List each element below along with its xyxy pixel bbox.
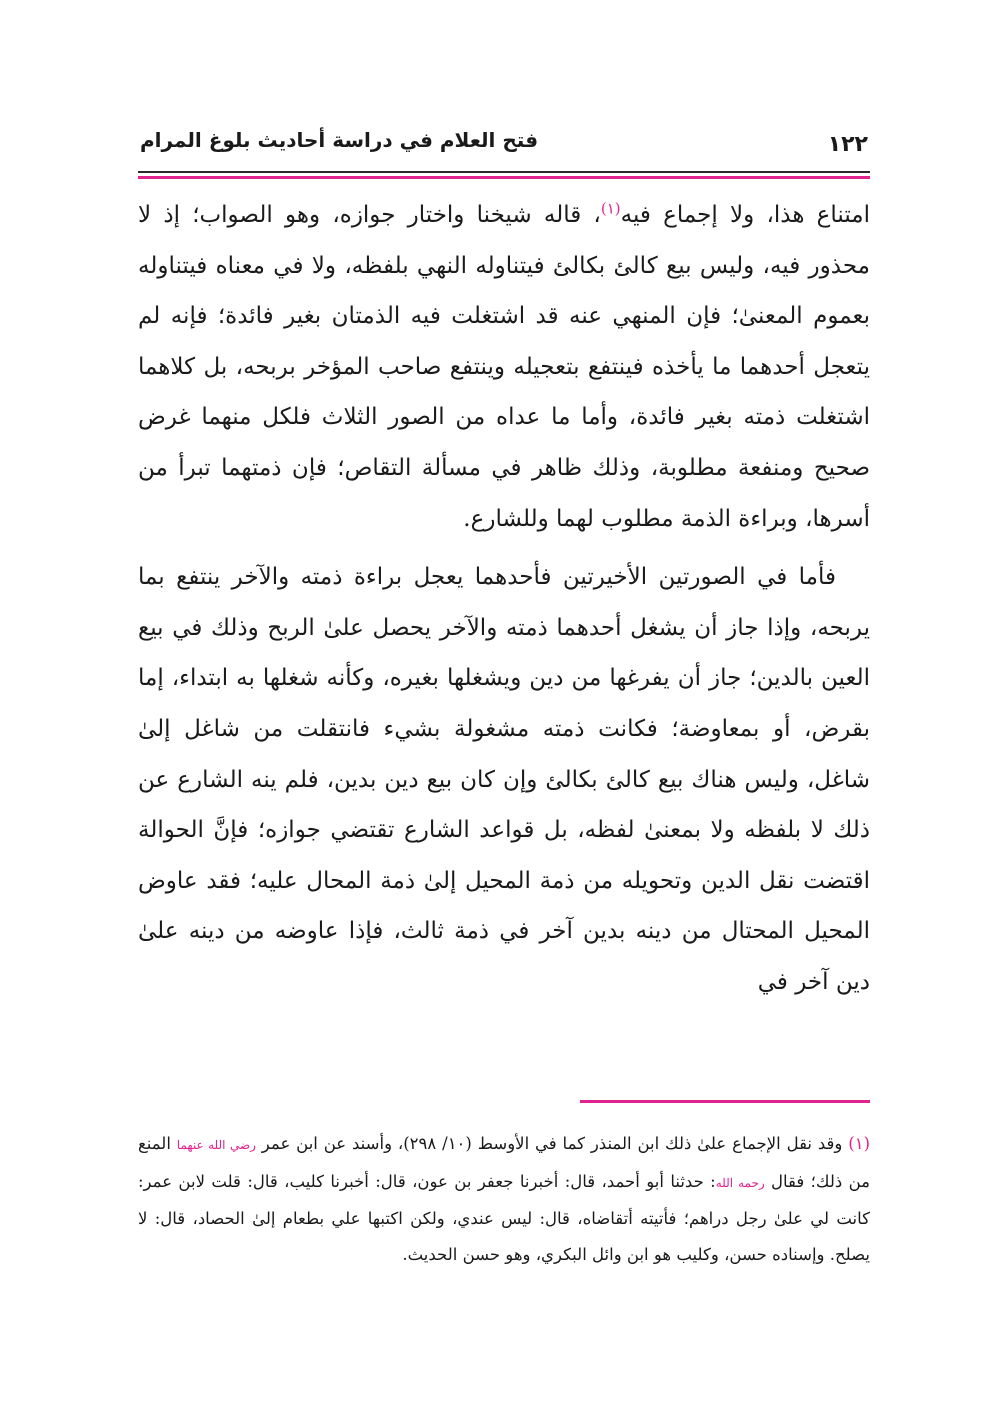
page-header — [138, 126, 870, 166]
footnote-reference[interactable]: (١) — [600, 199, 621, 218]
paragraph-2: فأما في الصورتين الأخيرتين فأحدهما يعجل براءة ذمته والآخر ينتفع بما يربحه، وإذا جاز أن يشغل أحدهما ذمته والآخر يحصل علىٰ الربح وذلك في بيع العين بالدين؛ جاز أن يفرغها من دين ويشغلها بغيره، وكأنه شغلها به ابتداء، إما بقرض، أو بمعاوضة؛ فكانت ذمته مشغولة بشيء فانتقلت من شاغل إلىٰ شاغل، وليس هناك بيع كالئ بكالئ وإن كان بيع دين بدين، فلم ينه الشارع عن ذلك لا بلفظه ولا بمعنىٰ لفظه، بل قواعد الشارع تقتضي جوازه؛ فإنَّ الحوالة اقتضت نقل الدين وتحويله من ذمة المحيل إلىٰ ذمة المحال عليه؛ فقد عاوض المحيل المحتال من دينه بدين آخر في ذمة ثالث، فإذا عاوضه من دينه علىٰ دين آخر في — [138, 564, 870, 995]
footnote-text-1: وقد نقل الإجماع علىٰ ذلك ابن المنذر كما في الأوسط (١٠/ ٢٩٨)، وأسند عن ابن عمر — [255, 1134, 849, 1153]
header-rule-accent — [138, 176, 870, 179]
paragraph-1-rest: ، قاله شيخنا واختار جوازه، وهو الصواب؛ إذ لا محذور فيه، وليس بيع كالئ بكالئ فيتناوله النهي بلفظه، ولا في معناه فيتناوله بعموم المعنىٰ؛ فإن المنهي عنه قد اشتغلت فيه الذمتان بغير فائدة؛ فإنه لم يتعجل أحدهما ما يأخذه فينتفع بتعجيله وينتفع صاحب المؤخر بربحه، بل كلاهما اشتغلت ذمته بغير فائدة، وأما ما عداه من الصور الثلاث فلكل منهما غرض صحيح ومنفعة مطلوبة، وذلك ظاهر في مسألة التقاص؛ فإن ذمتهما تبرأ من أسرها، وبراءة الذمة مطلوب لهما وللشارع. — [138, 202, 870, 532]
footnote — [138, 1126, 870, 1272]
book-title: فتح العلام في دراسة أحاديث بلوغ المرام — [140, 128, 539, 152]
honorific-1: رضي الله عنهما — [176, 1138, 256, 1152]
page-number: ١٢٢ — [827, 132, 868, 157]
header-rule-dark — [138, 171, 870, 173]
footnote-separator — [580, 1100, 870, 1103]
paragraph-1 — [138, 190, 870, 544]
footnote-1 — [138, 1126, 870, 1272]
main-text — [138, 190, 870, 1008]
footnote-text-3: : حدثنا أبو أحمد، قال: أخبرنا جعفر بن عون، قال: أخبرنا كليب، قال: قلت لابن عمر: كانت لي علىٰ رجل دراهم؛ فأتيته أتقاضاه، قال: ليس عندي، ولكن اكتبها علي بطعام إلىٰ الحصاد، قال: لا يصلح. وإسناده حسن، وكليب هو ابن وائل البكري، وهو حسن الحديث. — [138, 1171, 870, 1264]
honorific-2: رحمه الله — [715, 1175, 765, 1190]
footnote-text-2: المنع من ذلك؛ فقال — [138, 1134, 870, 1191]
paragraph-1-start: امتناع هذا، ولا إجماع فيه — [620, 202, 870, 228]
footnote-number: (١) — [848, 1134, 870, 1153]
